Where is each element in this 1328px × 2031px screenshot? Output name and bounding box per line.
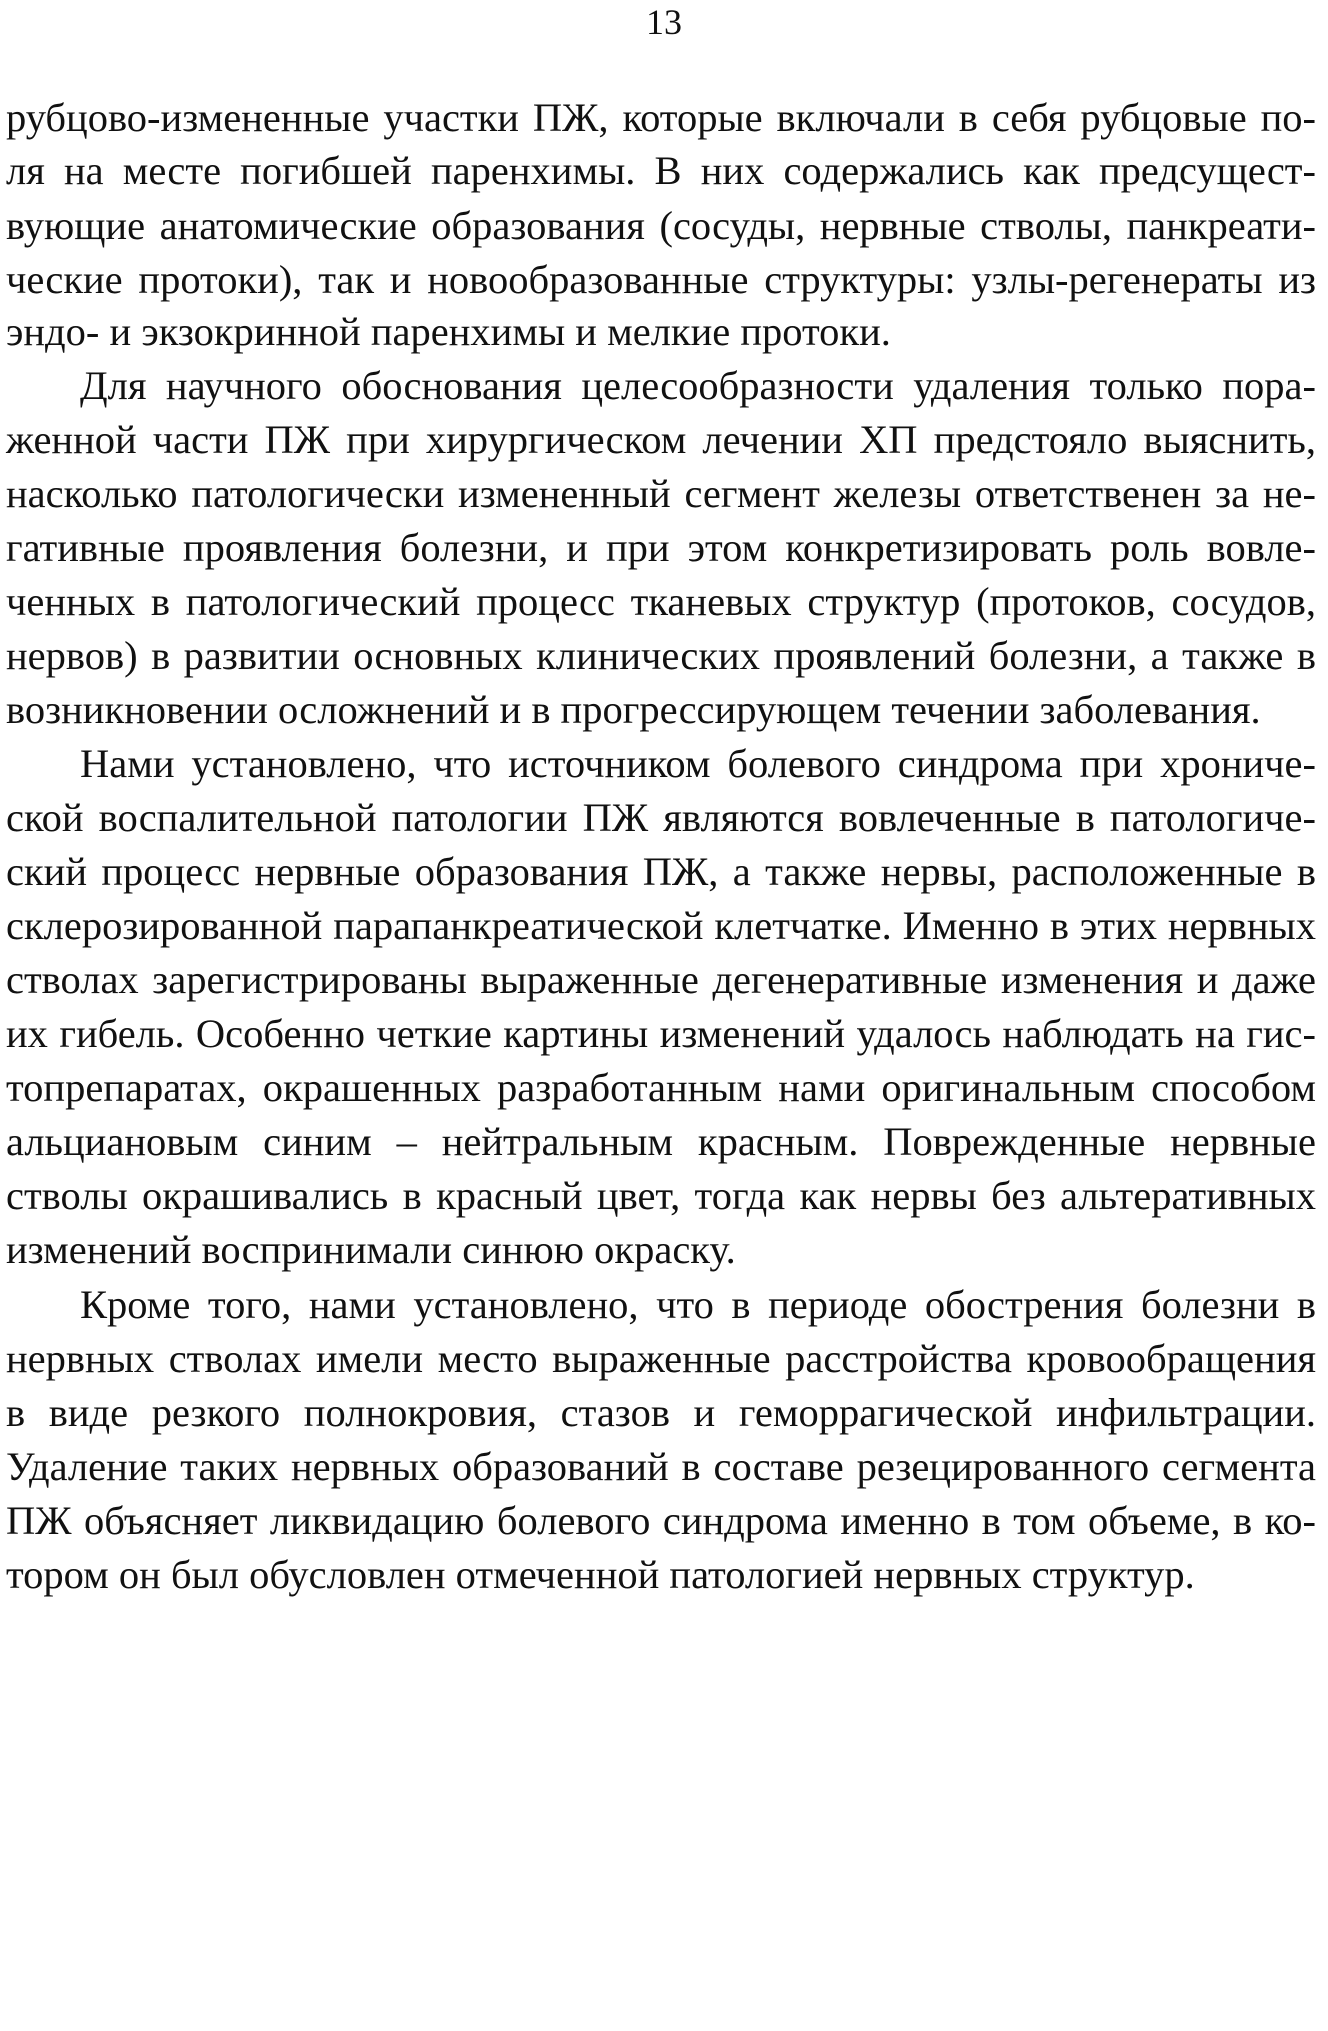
text-line: Удаление таких нервных образований в составе резецированного сегмента bbox=[6, 1444, 1316, 1489]
text-line: женной части ПЖ при хирургическом лечении ХП предстояло выяснить, bbox=[6, 417, 1316, 462]
text-line: Для научного обоснования целесообразности удаления только пора- bbox=[80, 363, 1316, 408]
text-line: альциановым синим – нейтральным красным. Поврежденные нервные bbox=[6, 1119, 1316, 1164]
text-line: насколько патологически измененный сегмент железы ответственен за не- bbox=[6, 471, 1316, 516]
text-line: ческие протоки), так и новообразованные структуры: узлы-регенераты из bbox=[6, 257, 1316, 302]
text-line: рубцово-измененные участки ПЖ, которые включали в себя рубцовые по- bbox=[6, 95, 1316, 140]
text-line: склерозированной парапанкреатической клетчатке. Именно в этих нервных bbox=[6, 903, 1316, 948]
text-line: тором он был обусловлен отмеченной патологией нервных структур. bbox=[6, 1552, 1195, 1597]
text-line: эндо- и экзокринной паренхимы и мелкие протоки. bbox=[6, 309, 891, 354]
text-line: стволах зарегистрированы выраженные дегенеративные изменения и даже bbox=[6, 957, 1316, 1002]
text-line: ской воспалительной патологии ПЖ являются вовлеченные в патологиче- bbox=[6, 795, 1316, 840]
text-line: вующие анатомические образования (сосуды, нервные стволы, панкреати- bbox=[6, 203, 1316, 248]
text-line: ский процесс нервные образования ПЖ, а также нервы, расположенные в bbox=[6, 849, 1316, 894]
text-line: ля на месте погибшей паренхимы. В них содержались как предсущест- bbox=[6, 148, 1316, 193]
text-line: в виде резкого полнокровия, стазов и геморрагической инфильтрации. bbox=[6, 1390, 1316, 1435]
text-line: ченных в патологический процесс тканевых структур (протоков, сосудов, bbox=[6, 579, 1316, 624]
text-line: стволы окрашивались в красный цвет, тогда как нервы без альтеративных bbox=[6, 1173, 1316, 1218]
text-line: гативные проявления болезни, и при этом конкретизировать роль вовле- bbox=[6, 525, 1316, 570]
text-line: нервных стволах имели место выраженные расстройства кровообращения bbox=[6, 1336, 1316, 1381]
page-number: 13 bbox=[646, 2, 682, 42]
text-line: Нами установлено, что источником болевого синдрома при хрониче- bbox=[80, 741, 1316, 786]
text-line: нервов) в развитии основных клинических проявлений болезни, а также в bbox=[6, 633, 1316, 678]
text-line: изменений воспринимали синюю окраску. bbox=[6, 1227, 736, 1272]
text-line: Кроме того, нами установлено, что в периоде обострения болезни в bbox=[80, 1282, 1316, 1327]
text-line: топрепаратах, окрашенных разработанным нами оригинальным способом bbox=[6, 1065, 1316, 1110]
text-line: их гибель. Особенно четкие картины изменений удалось наблюдать на гис- bbox=[6, 1011, 1316, 1056]
text-line: ПЖ объясняет ликвидацию болевого синдрома именно в том объеме, в ко- bbox=[6, 1498, 1316, 1543]
text-line: возникновении осложнений и в прогрессирующем течении заболевания. bbox=[6, 687, 1261, 732]
